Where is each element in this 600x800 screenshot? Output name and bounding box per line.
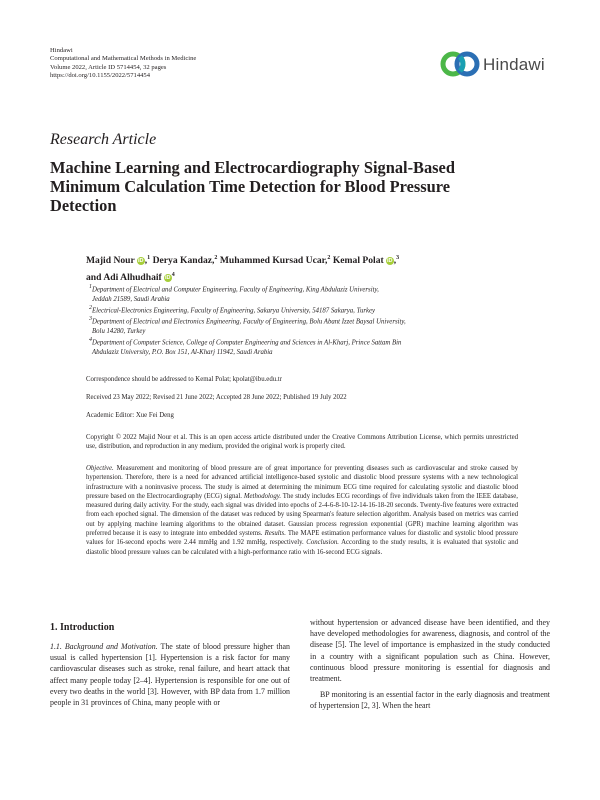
affiliation-item: $^3$Department of Electrical and Electronics Engineering, Faculty of Engineering, Bolu Abant Izzet Baysal University, Bolu 14280, Turkey <box>89 316 406 335</box>
article-type: Research Article <box>50 131 157 148</box>
paragraph: BP monitoring is an essential factor in the early diagnosis and treatment of hypertension [2, 3]. When the heart <box>310 690 550 711</box>
orcid-icon[interactable]: iD <box>386 258 393 265</box>
journal-name: Computational and Mathematical Methods in Medicine <box>50 55 197 63</box>
orcid-icon[interactable]: iD <box>165 275 171 282</box>
body-column-right <box>310 617 550 712</box>
doi-link[interactable]: https://doi.org/10.1155/2022/5714454 <box>50 72 151 80</box>
author-name: Derya Kandaz <box>152 255 213 267</box>
author-name: Adi Alhudhaif <box>103 272 162 284</box>
copyright-notice: Copyright © 2022 Majid Nour et al. This is an open access article distributed under the Creative Commons Attribution License, which permits unrestricted use, distribution, and reproduction in any medium, provided the original work is properly cited. <box>86 434 518 451</box>
affiliation-item: $^2$Electrical-Electronics Engineering, Faculty of Engineering, Sakarya University, 54187 Sakarya, Turkey <box>89 304 376 315</box>
abstract-objective-label: Objective. <box>86 465 114 472</box>
affiliation-item: $^1$Department of Electrical and Computer Engineering, Faculty of Engineering, King Abdulaziz University, Jeddah 21589, Saudi Arabia <box>89 284 379 303</box>
academic-editor: Academic Editor: Xue Fei Deng <box>86 412 174 419</box>
abstract-results-label: Results. <box>264 530 286 538</box>
section-heading: 1. Introduction <box>50 622 115 633</box>
logo-text: Hindawi <box>483 55 545 74</box>
author-name: Muhammed Kursad Ucar <box>219 255 326 267</box>
volume-line: Volume 2022, Article ID 5714454, 32 pages <box>50 63 167 71</box>
body-column-left <box>50 641 290 708</box>
abstract-methodology-label: Methodology. <box>243 492 282 500</box>
author-name: Majid Nour <box>86 255 135 267</box>
journal-info <box>50 47 350 81</box>
author-list: Majid Nour iD,$^1$ Derya Kandaz,$^2$ Muhammed Kursad Ucar,$^2$ Kemal Polat iD,$^3$ and Adi Alhudhaif $iD^4$ <box>86 255 400 284</box>
orcid-icon[interactable]: iD <box>138 258 144 265</box>
hindawi-logo-icon <box>440 44 482 84</box>
correspondence: Correspondence should be addressed to Kemal Polat; kpolat@ibu.edu.tr <box>86 376 282 383</box>
abstract: Objective. Measurement and monitoring of blood pressure are of great importance for preventing diseases such as cardiovascular and stroke caused by hypertension. Therefore, there is a need for advanced artificial intelligence-based systolic and diastolic blood pressure systems with a new technological infrastructure with a noninvasive process. The study is aimed at determining the minimum ECG time required for calculating systolic and diastolic blood pressure based on the Electrocardiography (ECG) signal. Methodology. The study includes ECG recordings of five individuals taken from the IEEE database, measured during daily activity. For the study, each signal was divided into epochs of 2-4-6-8-10-12-14-16-18-20 seconds. Twenty-five features were extracted from each epoched signal. The dimension of the dataset was reduced by using Spearman's feature selection algorithm. Analysis based on metrics was carried out by applying machine learning algorithms to the obtained dataset. Gaussian process regression exponential (GPR) machine learning algorithm was preferred because it is easy to integrate into embedded systems. Results. The MAPE estimation performance values for diastolic and systolic blood pressure values for 16-second epochs were 2.44 mmHg and 1.92 mmHg, respectively. Conclusion. According to the study results, it is evaluated that systolic and diastolic blood pressure values can be calculated with a high-performance ratio with 16-second ECG signals. <box>86 465 518 556</box>
abstract-conclusion-label: Conclusion. <box>306 539 339 547</box>
subsection-label: 1.1. Background and Motivation. <box>50 642 158 651</box>
article-dates: Received 23 May 2022; Revised 21 June 2022; Accepted 28 June 2022; Published 19 July 2022 <box>86 394 347 401</box>
publisher-name: Hindawi <box>50 47 73 54</box>
affiliations <box>86 283 516 357</box>
paragraph: without hypertension or advanced disease have been identified, and they have developed methodologies for awareness, diagnosis, and control of the disease [5]. The level of importance is emphasized in the study conducted in a country with a significant population such as China. However, continuous blood pressure monitoring is essential for diagnosis and treatment. <box>310 618 550 684</box>
affiliation-item: $^4$Department of Computer Science, College of Computer Engineering and Sciences in Al-Kharj, Prince Sattam Bin Abdulaziz University, P.O. Box 151, Al-Kharj 11942, Saudi Arabia <box>89 337 402 356</box>
author-name: Kemal Polat <box>332 255 384 267</box>
paragraph: 1.1. Background and Motivation. The state of blood pressure higher than usual is called hypertension [1]. Hypertension is a risk factor for many cardiovascular diseases such as stroke, renal failure, and heart attack that affect many people today [2–4]. Hypertension is responsible for one out of every two deaths in the world [3]. However, with BP data from 1.7 million people in 31 provinces of China, many people with or <box>50 642 290 708</box>
hindawi-logo <box>440 44 560 84</box>
article-title: Machine Learning and Electrocardiography Signal-Based Minimum Calculation Time Detection for Blood Pressure Detection <box>50 158 455 215</box>
